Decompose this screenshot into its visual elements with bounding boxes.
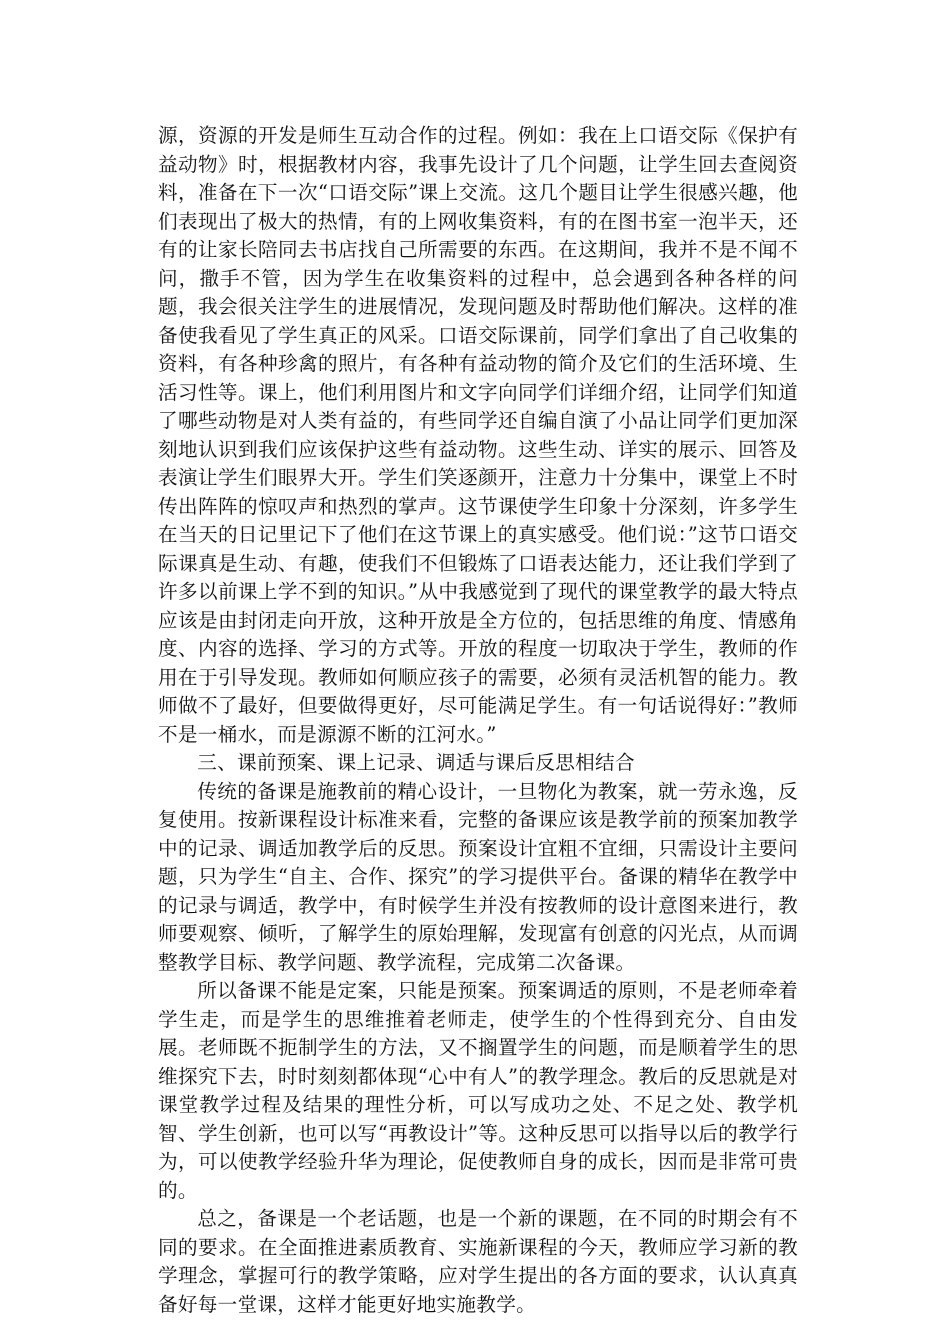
paragraph-traditional-lesson-prep: 传统的备课是施教前的精心设计，一旦物化为教案，就一劳永逸，反复使用。按新课程设计标准来看，完整的备课应该是教学前的预案加教学中的记录、调适加教学后的反思。预案设计宜粗不宜细，只需设计主要问题，只为学生“自主、合作、探究”的学习提供平台。备课的精华在教学中的记录与调适，教学中，有时候学生并没有按教师的设计意图来进行，教师要观察、倾听，了解学生的原始理解，发现富有创意的闪光点，从而调整教学目标、教学问题、教学流程，完成第二次备课。 xyxy=(158,779,798,974)
paragraph-plan-adjustment: 所以备课不能是定案，只能是预案。预案调适的原则，不是老师牵着学生走，而是学生的思维推着老师走，使学生的个性得到充分、自由发展。老师既不扼制学生的方法，又不搁置学生的问题，而是顺着学生的思维探究下去，时时刻刻都体现“心中有人”的教学理念。教后的反思就是对课堂教学过程及结果的理性分析，可以写成功之处、不足之处、教学机智、学生创新，也可以写“再教设计”等。这种反思可以指导以后的教学行为，可以使教学经验升华为理论，促使教师自身的成长，因而是非常可贵的。 xyxy=(158,979,798,1202)
document-body xyxy=(158,122,798,1319)
paragraph-conclusion: 总之，备课是一个老话题，也是一个新的课题，在不同的时期会有不同的要求。在全面推进素质教育、实施新课程的今天，教师应学习新的教学理念，掌握可行的教学策略，应对学生提出的各方面的要求，认认真真备好每一堂课，这样才能更好地实施教学。 xyxy=(158,1207,798,1316)
paragraph-oral-communication-example: 源，资源的开发是师生互动合作的过程。例如：我在上口语交际《保护有益动物》时，根据教材内容，我事先设计了几个问题，让学生回去查阅资料，准备在下一次“口语交际”课上交流。这几个题目让学生很感兴趣，他们表现出了极大的热情，有的上网收集资料，有的在图书室一泡半天，还有的让家长陪同去书店找自己所需要的东西。在这期间，我并不是不闻不问，撒手不管，因为学生在收集资料的过程中，总会遇到各种各样的问题，我会很关注学生的进展情况，发现问题及时帮助他们解决。这样的准备使我看见了学生真正的风采。口语交际课前，同学们拿出了自己收集的资料，有各种珍禽的照片，有各种有益动物的简介及它们的生活环境、生活习性等。课上，他们利用图片和文字向同学们详细介绍，让同学们知道了哪些动物是对人类有益的，有些同学还自编自演了小品让同学们更加深刻地认识到我们应该保护这些有益动物。这些生动、详实的展示、回答及表演让学生们眼界大开。学生们笑逐颜开，注意力十分集中，课堂上不时传出阵阵的惊叹声和热烈的掌声。这节课使学生印象十分深刻，许多学生在当天的日记里记下了他们在这节课上的真实感受。他们说：”这节口语交际课真是生动、有趣，使我们不但锻炼了口语表达能力，还让我们学到了许多以前课上学不到的知识。”从中我感觉到了现代的课堂教学的最大特点应该是由封闭走向开放，这种开放是全方位的，包括思维的角度、情感角度、内容的选择、学习的方式等。开放的程度一切取决于学生，教师的作用在于引导发现。教师如何顺应孩子的需要，必须有灵活机智的能力。教师做不了最好，但要做得更好，尽可能满足学生。有一句话说得好：”教师不是一桶水，而是源源不断的江河水。” xyxy=(158,124,798,746)
section-heading-three: 三、课前预案、课上记录、调适与课后反思相结合 xyxy=(197,751,635,774)
